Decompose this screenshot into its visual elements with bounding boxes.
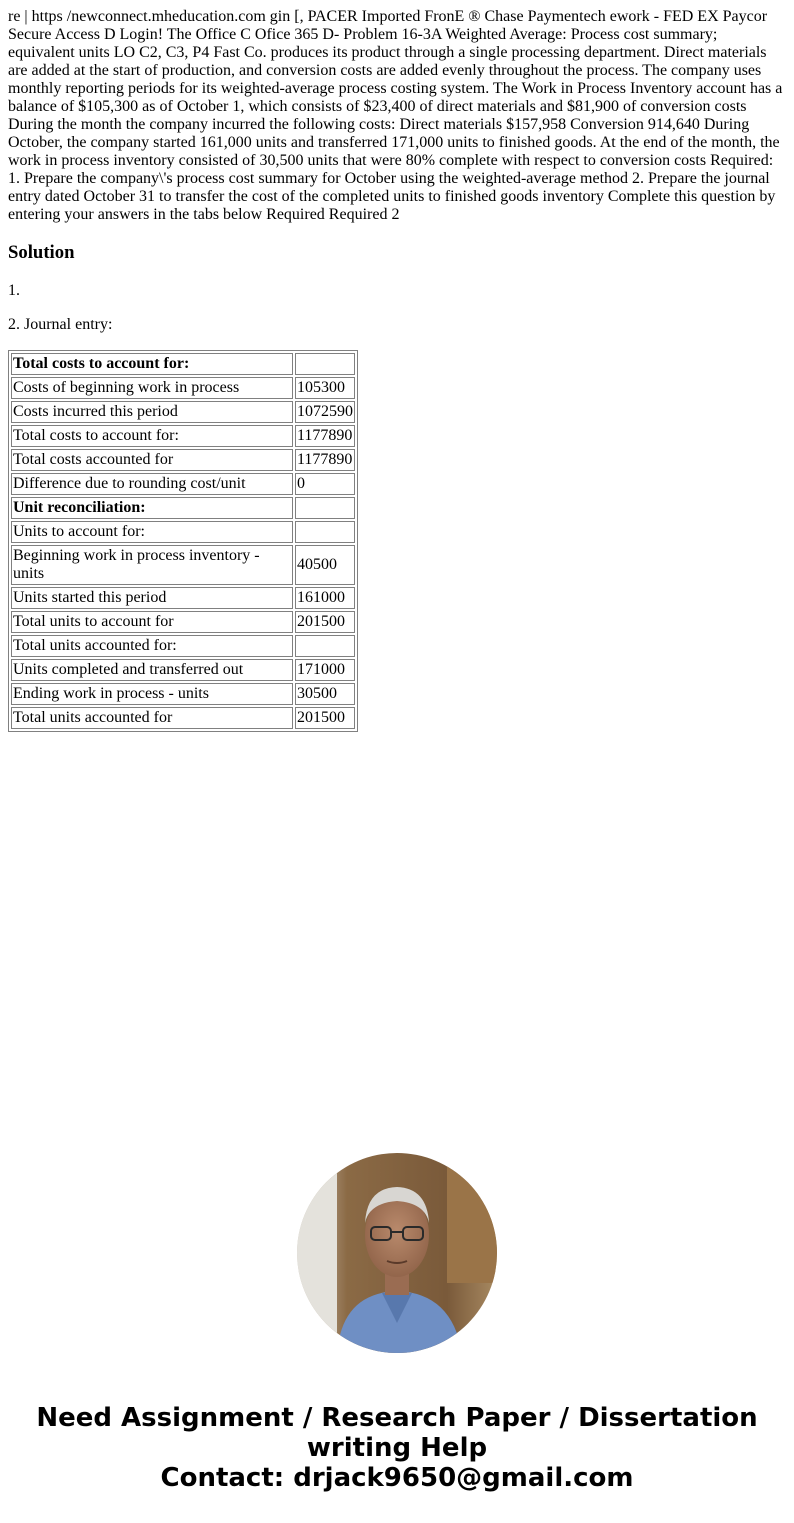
row-value: 161000 — [295, 587, 355, 609]
row-label: Unit reconciliation: — [11, 497, 293, 519]
row-label: Total units accounted for: — [11, 635, 293, 657]
solution-item-1: 1. — [8, 282, 20, 299]
row-value: 201500 — [295, 707, 355, 729]
row-label: Costs of beginning work in process — [11, 377, 293, 399]
table-row — [11, 497, 355, 519]
table-row — [11, 635, 355, 657]
row-value: 105300 — [295, 377, 355, 399]
table-row — [11, 425, 355, 447]
table-row — [11, 521, 355, 543]
reconciliation-table — [8, 350, 358, 732]
banner-contact-email: Contact: drjack9650@gmail.com — [160, 1463, 634, 1493]
solution-heading: Solution — [8, 242, 75, 263]
row-value — [295, 497, 355, 519]
row-label: Units to account for: — [11, 521, 293, 543]
row-label: Total units to account for — [11, 611, 293, 633]
row-value: 1177890 — [295, 425, 355, 447]
row-value: 171000 — [295, 659, 355, 681]
row-value — [295, 353, 355, 375]
row-value: 30500 — [295, 683, 355, 705]
table-row — [11, 707, 355, 729]
row-label: Total costs to account for: — [11, 425, 293, 447]
banner-line-1: Need Assignment / Research Paper / Dissertation — [36, 1403, 758, 1433]
row-label: Units completed and transferred out — [11, 659, 293, 681]
row-value: 201500 — [295, 611, 355, 633]
row-label: Total units accounted for — [11, 707, 293, 729]
row-label: Ending work in process - units — [11, 683, 293, 705]
row-value: 1177890 — [295, 449, 355, 471]
row-label: Total costs accounted for — [11, 449, 293, 471]
table-row — [11, 401, 355, 423]
table-row — [11, 377, 355, 399]
row-value — [295, 521, 355, 543]
row-label: Total costs to account for: — [11, 353, 293, 375]
row-label: Costs incurred this period — [11, 401, 293, 423]
table-row — [11, 545, 355, 585]
question-text: re | https /newconnect.mheducation.com gin [, PACER Imported FronE ® Chase Paymentech ework - FED EX Paycor Secure Access D Login! The Office C Ofice 365 D- Problem 16-3A Weighted Average: Process cost summary; equivalent units LO C2, C3, P4 Fast Co. produces its product through a single processing department. Direct materials are added at the start of production, and conversion costs are added evenly throughout the process. The company uses monthly reporting periods for its weighted-average process costing system. The Work in Process Inventory account has a balance of $105,300 as of October 1, which consists of $23,400 of direct materials and $81,900 of conversion costs During the month the company incurred the following costs: Direct materials $157,958 Conversion 914,640 During October, the company started 161,000 units and transferred 171,000 units to finished goods. At the end of the month, the work in process inventory consisted of 30,500 units that were 80% complete with respect to conversion costs Required: 1. Prepare the company\'s process cost summary for October using the weighted-average method 2. Prepare the journal entry dated October 31 to transfer the cost of the completed units to finished goods inventory Complete this question by entering your answers in the tabs below Required Required 2 — [8, 8, 783, 223]
row-value: 0 — [295, 473, 355, 495]
author-avatar — [297, 1153, 497, 1353]
table-row — [11, 449, 355, 471]
table-row — [11, 473, 355, 495]
row-label: Units started this period — [11, 587, 293, 609]
banner-line-2: writing Help — [306, 1433, 488, 1463]
row-value: 40500 — [295, 545, 355, 585]
table-row — [11, 683, 355, 705]
contact-banner — [0, 1403, 794, 1493]
table-row — [11, 659, 355, 681]
page-content — [0, 0, 794, 732]
table-row — [11, 611, 355, 633]
table-row — [11, 587, 355, 609]
row-label: Beginning work in process inventory - units — [11, 545, 293, 585]
row-value — [295, 635, 355, 657]
solution-item-2: 2. Journal entry: — [8, 316, 113, 333]
row-value: 1072590 — [295, 401, 355, 423]
row-label: Difference due to rounding cost/unit — [11, 473, 293, 495]
table-row — [11, 353, 355, 375]
